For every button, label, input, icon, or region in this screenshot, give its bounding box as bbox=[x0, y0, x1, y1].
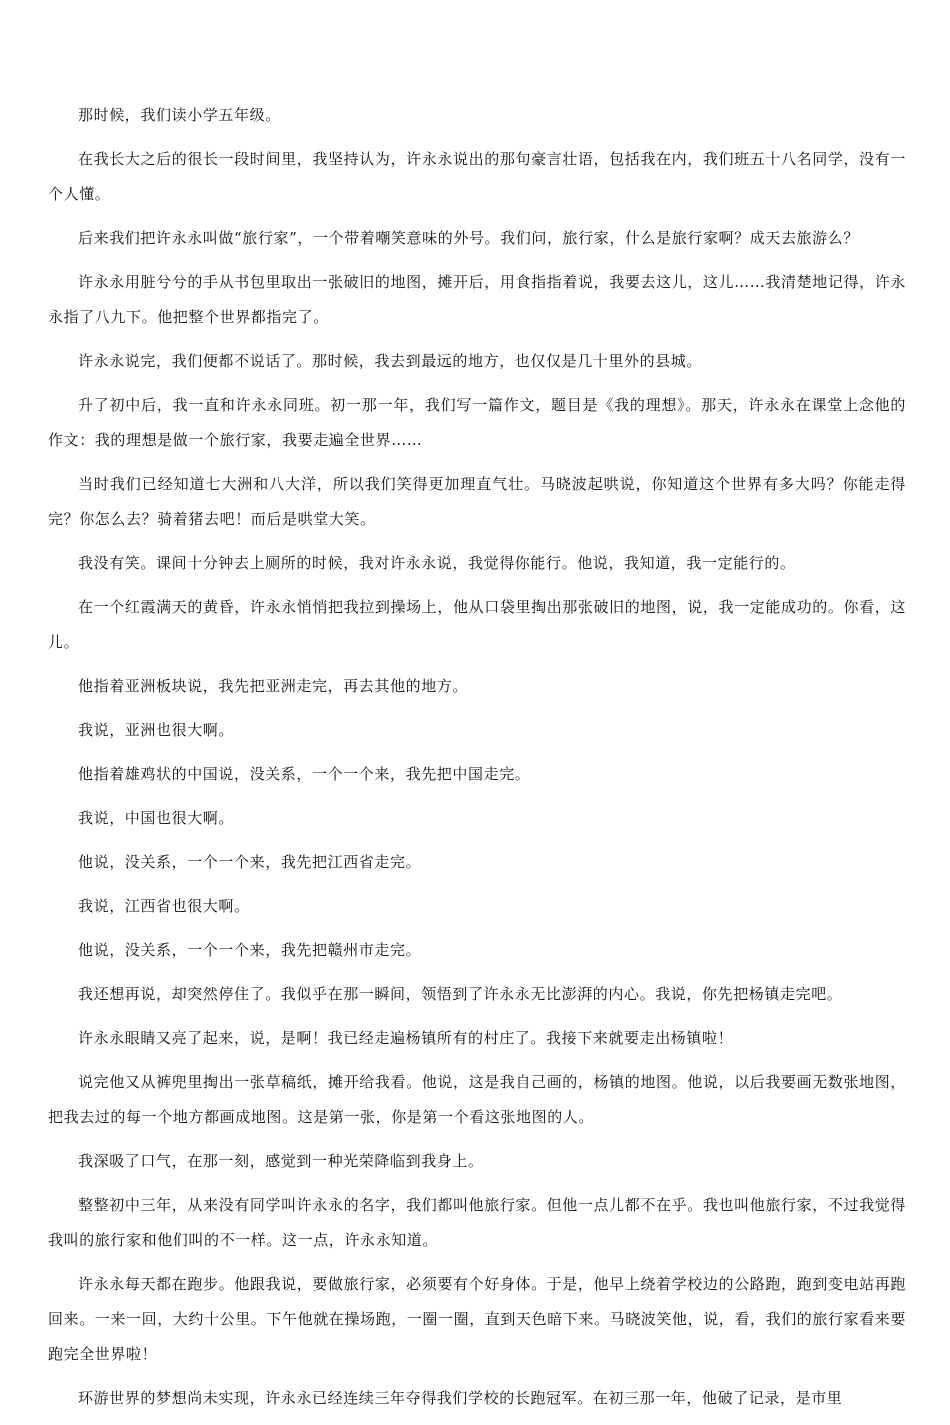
paragraph: 那时候，我们读小学五年级。 bbox=[78, 106, 281, 124]
paragraph: 许永永眼睛又亮了起来，说，是啊！我已经走遍杨镇所有的村庄了。我接下来就要走出杨镇啦！ bbox=[78, 1029, 734, 1047]
paragraph: 升了初中后，我一直和许永永同班。初一那一年，我们写一篇作文，题目是《我的理想》。那天，许永永在课堂上念他的作文：我的理想是做一个旅行家，我要走遍全世界…… bbox=[48, 396, 906, 449]
paragraph: 环游世界的梦想尚未实现，许永永已经连续三年夺得我们学校的长跑冠军。在初三那一年，他破了记录，是市里 bbox=[78, 1389, 843, 1407]
paragraph: 我说，江西省也很大啊。 bbox=[78, 897, 250, 915]
paragraph: 当时我们已经知道七大洲和八大洋，所以我们笑得更加理直气壮。马晓波起哄说，你知道这个世界有多大吗？你能走得完？你怎么去？骑着猪去吧！而后是哄堂大笑。 bbox=[48, 475, 906, 528]
paragraph: 后来我们把许永永叫做“旅行家”，一个带着嘲笑意味的外号。我们问，旅行家，什么是旅行家啊？成天去旅游么？ bbox=[78, 229, 859, 247]
paragraph: 他说，没关系，一个一个来，我先把赣州市走完。 bbox=[78, 941, 422, 959]
paragraph: 许永永说完，我们便都不说话了。那时候，我去到最远的地方，也仅仅是几十里外的县城。 bbox=[78, 352, 703, 370]
paragraph: 他指着亚洲板块说，我先把亚洲走完，再去其他的地方。 bbox=[78, 677, 469, 695]
paragraph: 许永永用脏兮兮的手从书包里取出一张破旧的地图，摊开后，用食指指着说，我要去这儿，这儿……我清楚地记得，许永永指了八九下。他把整个世界都指完了。 bbox=[48, 273, 906, 326]
paragraph: 我说，亚洲也很大啊。 bbox=[78, 721, 235, 739]
paragraph: 他说，没关系，一个一个来，我先把江西省走完。 bbox=[78, 853, 422, 871]
article-body bbox=[48, 98, 906, 1425]
paragraph: 整整初中三年，从来没有同学叫许永永的名字，我们都叫他旅行家。但他一点儿都不在乎。我也叫他旅行家，不过我觉得我叫的旅行家和他们叫的不一样。这一点，许永永知道。 bbox=[48, 1196, 906, 1249]
paragraph: 我还想再说，却突然停住了。我似乎在那一瞬间，领悟到了许永永无比澎湃的内心。我说，你先把杨镇走完吧。 bbox=[78, 985, 843, 1003]
paragraph: 我说，中国也很大啊。 bbox=[78, 809, 235, 827]
paragraph: 我没有笑。课间十分钟去上厕所的时候，我对许永永说，我觉得你能行。他说，我知道，我一定能行的。 bbox=[78, 554, 796, 572]
paragraph: 许永永每天都在跑步。他跟我说，要做旅行家，必须要有个好身体。于是，他早上绕着学校边的公路跑，跑到变电站再跑回来。一来一回，大约十公里。下午他就在操场跑，一圈一圈，直到天色暗下来。马晓波笑他，说，看，我们的旅行家看来要跑完全世界啦！ bbox=[48, 1275, 907, 1363]
paragraph: 他指着雄鸡状的中国说，没关系，一个一个来，我先把中国走完。 bbox=[78, 765, 531, 783]
paragraph: 说完他又从裤兜里掏出一张草稿纸，摊开给我看。他说，这是我自己画的，杨镇的地图。他说，以后我要画无数张地图，把我去过的每一个地方都画成地图。这是第一张，你是第一个看这张地图的人。 bbox=[48, 1073, 906, 1126]
paragraph: 在我长大之后的很长一段时间里，我坚持认为，许永永说出的那句豪言壮语，包括我在内，我们班五十八名同学，没有一个人懂。 bbox=[48, 150, 906, 203]
paragraph: 在一个红霞满天的黄昏，许永永悄悄把我拉到操场上，他从口袋里掏出那张破旧的地图，说，我一定能成功的。你看，这儿。 bbox=[48, 598, 906, 651]
paragraph: 我深吸了口气，在那一刻，感觉到一种光荣降临到我身上。 bbox=[78, 1152, 484, 1170]
